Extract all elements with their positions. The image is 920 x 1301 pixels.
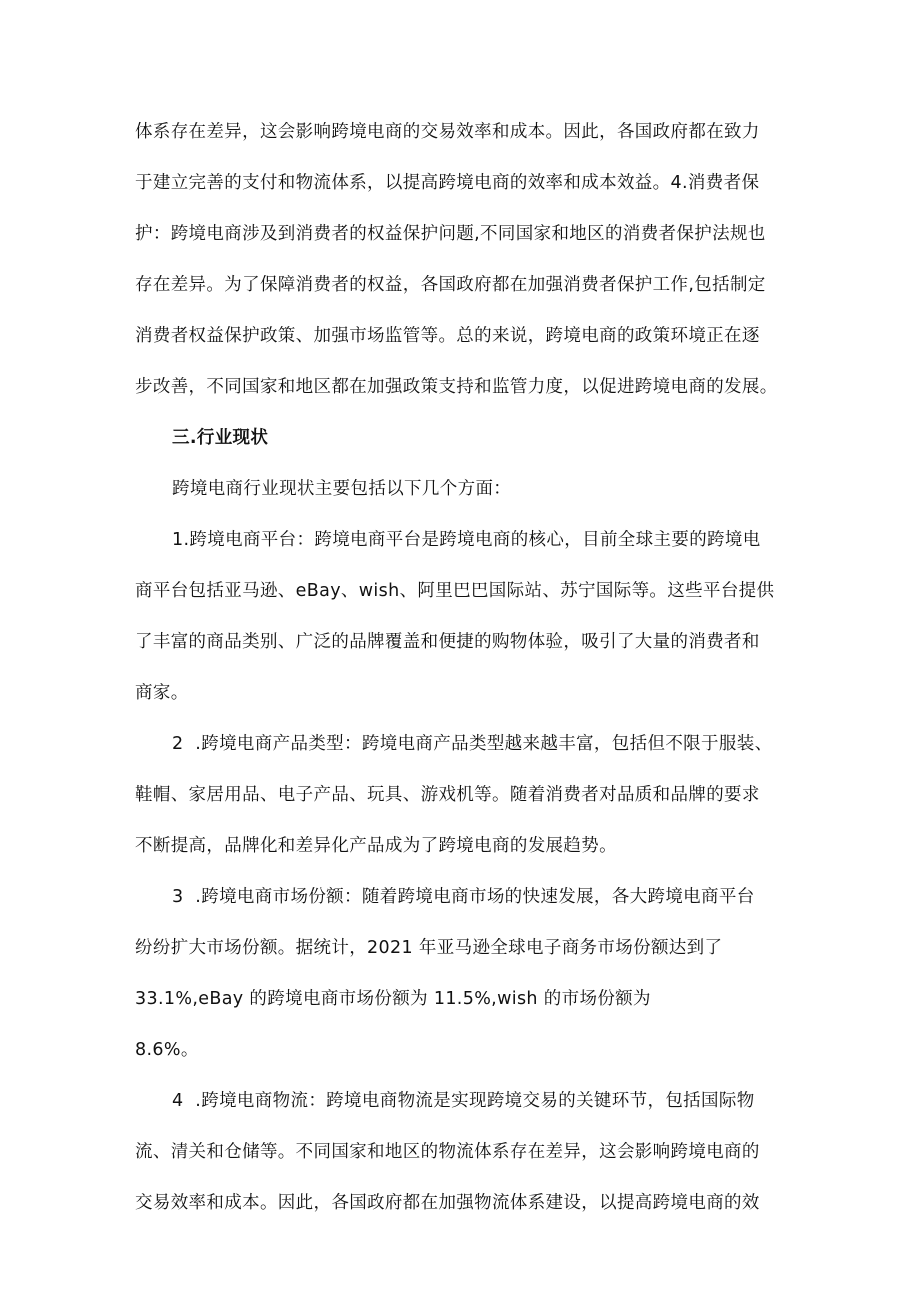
body-line: 商家。: [135, 683, 189, 703]
body-line: 流、清关和仓储等。不同国家和地区的物流体系存在差异，这会影响跨境电商的: [135, 1142, 760, 1162]
body-line: 8.6%。: [135, 1040, 199, 1060]
list-item-line: 3 .跨境电商市场份额：随着跨境电商市场的快速发展，各大跨境电商平台: [172, 887, 755, 907]
body-line: 消费者权益保护政策、加强市场监管等。总的来说，跨境电商的政策环境正在逐: [135, 326, 760, 346]
list-item-line: 4 .跨境电商物流：跨境电商物流是实现跨境交易的关键环节，包括国际物: [172, 1091, 755, 1111]
body-line: 交易效率和成本。因此，各国政府都在加强物流体系建设，以提高跨境电商的效: [135, 1193, 760, 1213]
body-line: 纷纷扩大市场份额。据统计，2021 年亚马逊全球电子商务市场份额达到了: [135, 938, 723, 958]
section-heading: 三.行业现状: [172, 428, 269, 448]
body-line: 体系存在差异，这会影响跨境电商的交易效率和成本。因此，各国政府都在致力: [135, 122, 760, 142]
body-line: 不断提高，品牌化和差异化产品成为了跨境电商的发展趋势。: [135, 836, 617, 856]
body-line: 33.1%,eBay 的跨境电商市场份额为 11.5%,wish 的市场份额为: [135, 989, 651, 1009]
body-line: 跨境电商行业现状主要包括以下几个方面：: [172, 479, 512, 499]
body-line: 鞋帽、家居用品、电子产品、玩具、游戏机等。随着消费者对品质和品牌的要求: [135, 785, 760, 805]
body-line: 步改善，不同国家和地区都在加强政策支持和监管力度，以促进跨境电商的发展。: [135, 377, 778, 397]
body-line: 存在差异。为了保障消费者的权益，各国政府都在加强消费者保护工作,包括制定: [135, 275, 766, 295]
list-item-line: 2 .跨境电商产品类型：跨境电商产品类型越来越丰富，包括但不限于服装、: [172, 734, 773, 754]
body-line: 于建立完善的支付和物流体系，以提高跨境电商的效率和成本效益。4.消费者保: [135, 173, 760, 193]
body-line: 护：跨境电商涉及到消费者的权益保护问题,不同国家和地区的消费者保护法规也: [135, 224, 766, 244]
body-line: 商平台包括亚马逊、eBay、wish、阿里巴巴国际站、苏宁国际等。这些平台提供: [135, 581, 775, 601]
list-item-line: 1.跨境电商平台：跨境电商平台是跨境电商的核心，目前全球主要的跨境电: [172, 530, 761, 550]
body-line: 了丰富的商品类别、广泛的品牌覆盖和便捷的购物体验，吸引了大量的消费者和: [135, 632, 760, 652]
